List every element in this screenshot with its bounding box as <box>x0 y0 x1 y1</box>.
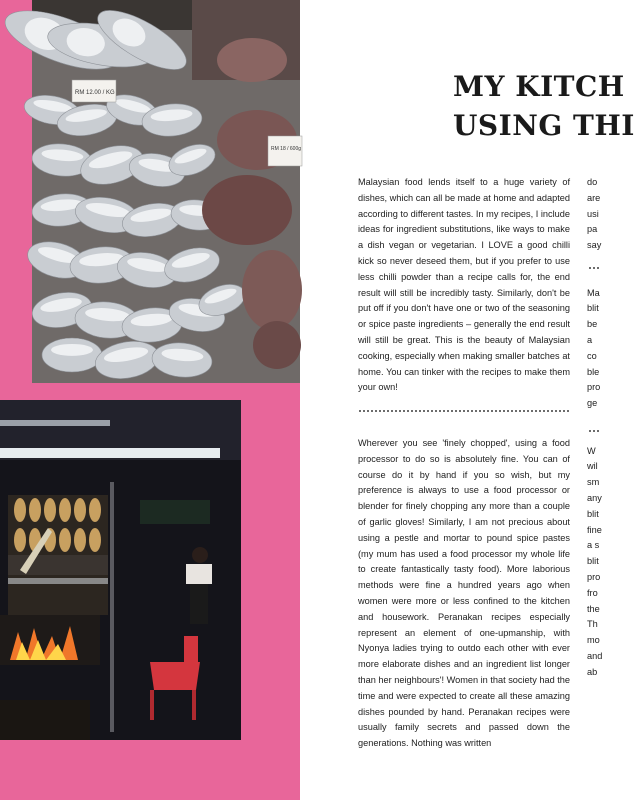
grill-fire-graphic <box>0 615 100 665</box>
page-title <box>453 67 635 145</box>
column2-fragment: blit <box>587 303 599 314</box>
night-market-photo <box>0 400 241 740</box>
column2-fragment: wil <box>587 461 598 472</box>
column2-fragment <box>587 412 601 428</box>
column2-fragment: the <box>587 603 600 614</box>
page-title-line-2: USING THI <box>453 109 635 142</box>
intro-paragraph: Malaysian food lends itself to a huge variety of dishes, which can all be made at home and adapted according to different tastes. In my recipes, I include ideas for ingredient substitutions, like ways to make a dish vegan or vegetarian. I LOVE a good chilli kick so never deseed them, but if you prefer to use less chilli powder than a recipe calls for, the end result will still be incredibly tasty. Similarly, don't be put off if you don't have one or two of the seasoning or spice paste ingredients – generally the end result will still be great. This is the beauty of Malaysian cooking, especially when making smaller batches at home. You can tinker with the recipes to make them your own! <box>358 177 570 393</box>
column2-fragment: say <box>587 240 602 251</box>
dotted-divider-col2-a <box>588 265 600 271</box>
price-tag-2-text: RM 18 / 600g <box>271 146 302 152</box>
column2-fragment: ab <box>587 666 598 677</box>
price-tag-1 <box>72 80 116 102</box>
column2-fragment: usi <box>587 208 599 219</box>
column2-fragment: co <box>587 350 597 361</box>
column2-fragment: sm <box>587 477 600 488</box>
column2-fragment: do <box>587 177 598 187</box>
column2-fragment: blit <box>587 556 599 567</box>
column2-fragment: Th <box>587 619 598 630</box>
column2-fragment: are <box>587 192 601 203</box>
column2-fragment: pro <box>587 382 601 393</box>
column2-fragment: any <box>587 492 602 503</box>
column2-fragment: W <box>587 445 596 456</box>
column2-fragment: fine <box>587 524 602 535</box>
column2-fragment: a s <box>587 540 600 551</box>
dotted-divider-col2-b <box>588 428 600 434</box>
finely-chopped-paragraph: Wherever you see 'finely chopped', using a food processor to do so is absolutely fine. You can of course do it by hand if you so wish, but my preference is always to use a food processor or blender for finely chopping any more than a couple of garlic gloves! Similarly, I am not precious about using a pestle and mortar to pound spice pastes (my mum has used a food processor my whole life to create fantastically tasty food). More laborious methods were fine a hundred years ago when women were more or less confined to the kitchen and housework. Peranakan recipes especially represent an element of one-upmanship, with Nyonya ladies trying to outdo each other with ever more elaborate dishes and an ingredient list longer than her neighbours'! Women in that society had the time and were expected to create all these amazing dishes pounded by hand. Peranakan recipes were usually family secrets and passed down the generations. Nothing was written <box>358 438 571 749</box>
page-title-line-1: MY KITCH <box>453 70 625 103</box>
column2-fragment: a <box>587 334 593 345</box>
light-tube-graphic <box>0 448 220 458</box>
column2-fragment: blit <box>587 508 599 519</box>
column2-fragment: and <box>587 650 603 661</box>
price-tag-2 <box>268 136 302 166</box>
column2-fragment: ge <box>587 398 598 409</box>
column2-fragment <box>587 270 601 286</box>
rotisserie-chickens-graphic <box>8 495 108 615</box>
column2-fragment: fro <box>587 587 598 598</box>
column2-fragment: ble <box>587 366 600 377</box>
column2-fragment: pro <box>587 571 601 582</box>
price-tag-1-text: RM 12.00 / KG <box>75 90 115 96</box>
column2-fragment: Ma <box>587 287 600 298</box>
dotted-divider <box>358 408 570 414</box>
fish-market-photo <box>32 0 300 383</box>
column2-fragment: pa <box>587 224 598 235</box>
column2-fragment: be <box>587 319 598 330</box>
column2-fragment: mo <box>587 635 600 646</box>
